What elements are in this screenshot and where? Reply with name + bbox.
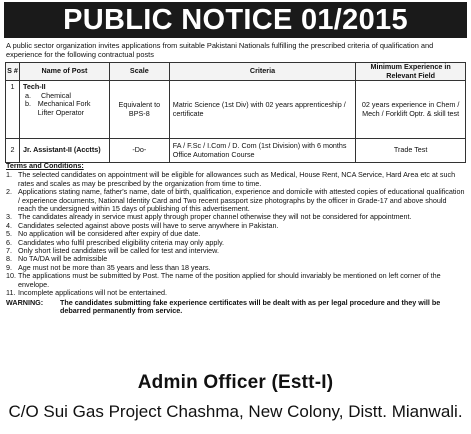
post-sub-text: Mechanical Fork Lifter Operator — [37, 99, 91, 117]
warning — [6, 299, 466, 316]
term-number: 5. — [6, 229, 12, 239]
row-criteria: Matric Science (1st Div) with 02 years apprenticeship / certificate — [169, 81, 355, 139]
term-number: 3. — [6, 212, 12, 222]
post-sub-letter: a. — [24, 90, 31, 100]
post-sub-item — [23, 100, 106, 117]
post-sub-text: Chemical — [40, 90, 71, 100]
row-post — [19, 81, 109, 139]
term-text: No TA/DA will be admissible — [18, 254, 108, 264]
issuing-officer: Admin Officer (Estt-I) — [137, 372, 334, 393]
term-text: Only short listed candidates will be called for test and interview. — [18, 246, 219, 256]
row-criteria: FA / F.Sc / I.Com / D. Com (1st Division) with 6 months Office Automation Course — [169, 139, 355, 163]
header-scale: Scale — [109, 63, 169, 81]
post-sub-letter: b. — [24, 99, 31, 109]
term-text: The candidates already in service must apply through proper channel otherwise they will not be considered for appointment. — [18, 212, 412, 222]
table-header-row — [6, 63, 466, 81]
term-number: 6. — [6, 237, 12, 247]
term-number: 1. — [6, 170, 12, 180]
term-number: 9. — [6, 262, 12, 272]
term-text: No application will be considered after expiry of due date. — [18, 229, 201, 239]
intro-text: A public sector organization invites applications from suitable Pakistani Nationals fulfilling the prescribed criteria of qualification and experience for the following contractual posts — [6, 41, 434, 59]
term-number: 10. — [6, 271, 16, 281]
row-scale: Equivalent to BPS-8 — [109, 81, 169, 139]
warning-text: The candidates submitting fake experience certificates will be dealt with as per legal procedure and they will be debarred permanently from service. — [60, 297, 441, 315]
term-text: Candidates selected against above posts will have to serve anywhere in Pakistan. — [18, 220, 279, 230]
row-scale: -Do- — [109, 139, 169, 163]
row-experience: Trade Test — [356, 139, 466, 163]
posts-table — [5, 62, 466, 163]
term-text: Incomplete applications will not be entertained. — [18, 288, 168, 298]
table-row — [6, 139, 466, 163]
term-number: 8. — [6, 254, 12, 264]
header-criteria: Criteria — [169, 63, 355, 81]
term-number: 4. — [6, 220, 12, 230]
header-sn: S # — [6, 63, 20, 81]
header-experience: Minimum Experience in Relevant Field — [356, 63, 466, 81]
notice-title: PUBLIC NOTICE 01/2015 — [4, 2, 467, 38]
row-post: Jr. Assistant-II (Acctts) — [19, 139, 109, 163]
table-row — [6, 81, 466, 139]
address: C/O Sui Gas Project Chashma, New Colony, Distt. Mianwali. — [8, 402, 463, 421]
term-text: Candidates who fulfil prescribed eligibility criteria may only apply. — [18, 237, 225, 247]
term-text: Applications stating name, father's name, date of birth, qualification, experience and domicile with attested copies of educational qualification / experience documents, National Identity Card and Two recent passport size photographs by the officer in Grade-17 and above should reach the undersigned within 15 days of publishing of this advertisement. — [18, 187, 465, 214]
term-number: 2. — [6, 187, 12, 197]
term-text: Age must not be more than 35 years and less than 18 years. — [18, 262, 211, 272]
post-title: Tech-II — [22, 82, 46, 92]
term-text: The applications must be submitted by Post. The name of the position applied for should invariably be mentioned on left corner of the envelope. — [18, 271, 441, 289]
term-item — [6, 272, 466, 289]
term-text: The selected candidates on appointment will be eligible for allowances such as Medical, House Rent, NCA Service, Hard Area etc at such rates and scales as may be prescribed by the organization from time to time. — [18, 170, 456, 188]
row-experience: 02 years experience in Chem / Mech / Forklift Optr. & skill test — [356, 81, 466, 139]
row-sn: 1 — [6, 81, 20, 139]
term-item — [6, 188, 466, 213]
warning-label: WARNING: — [6, 297, 44, 307]
row-sn: 2 — [6, 139, 20, 163]
terms-list — [6, 171, 466, 297]
term-number: 7. — [6, 246, 12, 256]
terms-heading: Terms and Conditions: — [6, 161, 84, 170]
header-post: Name of Post — [19, 63, 109, 81]
footer — [0, 372, 471, 423]
term-item — [6, 171, 466, 188]
term-number: 11. — [6, 288, 16, 298]
term-item — [6, 289, 466, 297]
terms-section — [6, 162, 466, 315]
